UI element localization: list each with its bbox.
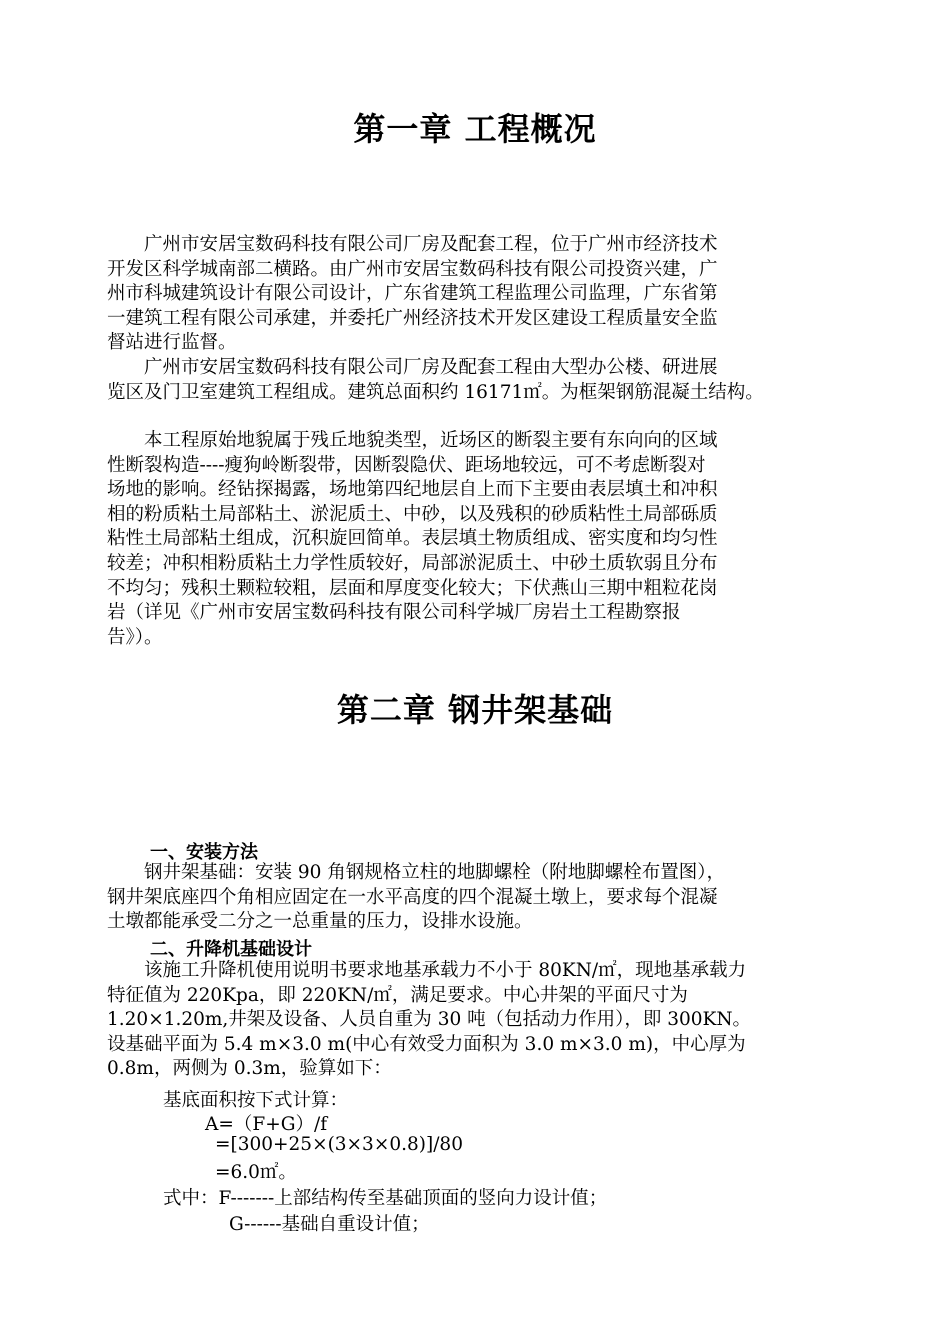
text-line: 不均匀；残积土颗粒较粗，层面和厚度变化较大；下伏燕山三期中粗粒花岗 <box>107 577 718 599</box>
formula-where-g: G------基础自重设计值； <box>229 1214 430 1235</box>
text-line: 粘性土局部粘土组成，沉积旋回简单。表层填土物质组成、密实度和均匀性 <box>107 528 718 550</box>
chapter-1-paragraph-2 <box>107 356 867 405</box>
calc-intro: 基底面积按下式计算： <box>163 1090 349 1111</box>
text-line: 一建筑工程有限公司承建，并委托广州经济技术开发区建设工程质量安全监 <box>107 307 718 329</box>
text-line: 岩（详见《广州市安居宝数码科技有限公司科学城厂房岩土工程勘察报 <box>107 602 681 624</box>
formula-line-1: A=（F+G）/f <box>205 1114 328 1135</box>
chapter-1-paragraph-1 <box>107 233 867 356</box>
section-1-heading: 一、安装方法 <box>150 842 258 863</box>
text-line: 告》）。 <box>107 626 163 648</box>
text-line: 相的粉质粘土局部粘土、淤泥质土、中砂，以及残积的砂质粘性土局部砾质 <box>107 503 718 525</box>
text-line: 该施工升降机使用说明书要求地基承载力不小于 80KN/㎡，现地基承载力 <box>107 960 747 981</box>
text-line: 性断裂构造----瘦狗岭断裂带，因断裂隐伏、距场地较远，可不考虑断裂对 <box>107 454 706 476</box>
text-line: 钢井架底座四个角相应固定在一水平高度的四个混凝土墩上，要求每个混凝 <box>107 886 718 908</box>
text-line: 1.20×1.20m,井架及设备、人员自重为 30 吨（包括动力作用），即 300KN。 <box>107 1009 752 1031</box>
section-1-body <box>107 861 867 935</box>
formula-where-f: 式中：F-------上部结构传至基础顶面的竖向力设计值； <box>163 1188 608 1209</box>
text-line: 场地的影响。经钻探揭露，场地第四纪地层自上而下主要由表层填土和冲积 <box>107 479 718 501</box>
text-line: 特征值为 220Kpa，即 220KN/㎡，满足要求。中心井架的平面尺寸为 <box>107 984 688 1006</box>
text-line: 0.8m，两侧为 0.3m，验算如下： <box>107 1058 392 1080</box>
text-line: 广州市安居宝数码科技有限公司厂房及配套工程由大型办公楼、研进展 <box>107 357 718 378</box>
formula-line-3: =6.0㎡。 <box>215 1162 297 1183</box>
formula-line-2: =[300+25×(3×3×0.8)]/80 <box>215 1134 463 1155</box>
text-line: 本工程原始地貌属于残丘地貌类型，近场区的断裂主要有东向向的区域 <box>107 430 718 451</box>
chapter-2-title: 第二章 钢井架基础 <box>336 691 614 729</box>
text-line: 览区及门卫室建筑工程组成。建筑总面积约 16171㎡。为框架钢筋混凝土结构。 <box>107 381 764 403</box>
text-line: 督站进行监督。 <box>107 332 237 354</box>
section-2-heading: 二、升降机基础设计 <box>150 939 312 960</box>
text-line: 广州市安居宝数码科技有限公司厂房及配套工程，位于广州市经济技术 <box>107 234 718 255</box>
chapter-1-title: 第一章 工程概况 <box>353 110 597 148</box>
section-2-body <box>107 959 867 1082</box>
text-line: 土墩都能承受二分之一总重量的压力，设排水设施。 <box>107 911 533 933</box>
text-line: 开发区科学城南部二横路。由广州市安居宝数码科技有限公司投资兴建，广 <box>107 258 718 280</box>
text-line: 州市科城建筑设计有限公司设计，广东省建筑工程监理公司监理，广东省第 <box>107 283 718 305</box>
text-line: 较差；冲积相粉质粘土力学性质较好，局部淤泥质土、中砂土质软弱且分布 <box>107 552 718 574</box>
text-line: 钢井架基础：安装 90 角钢规格立柱的地脚螺栓（附地脚螺栓布置图）， <box>107 862 726 883</box>
chapter-1-paragraph-3 <box>107 429 867 650</box>
text-line: 设基础平面为 5.4 m×3.0 m(中心有效受力面积为 3.0 m×3.0 m)，中心厚为 <box>107 1033 746 1055</box>
